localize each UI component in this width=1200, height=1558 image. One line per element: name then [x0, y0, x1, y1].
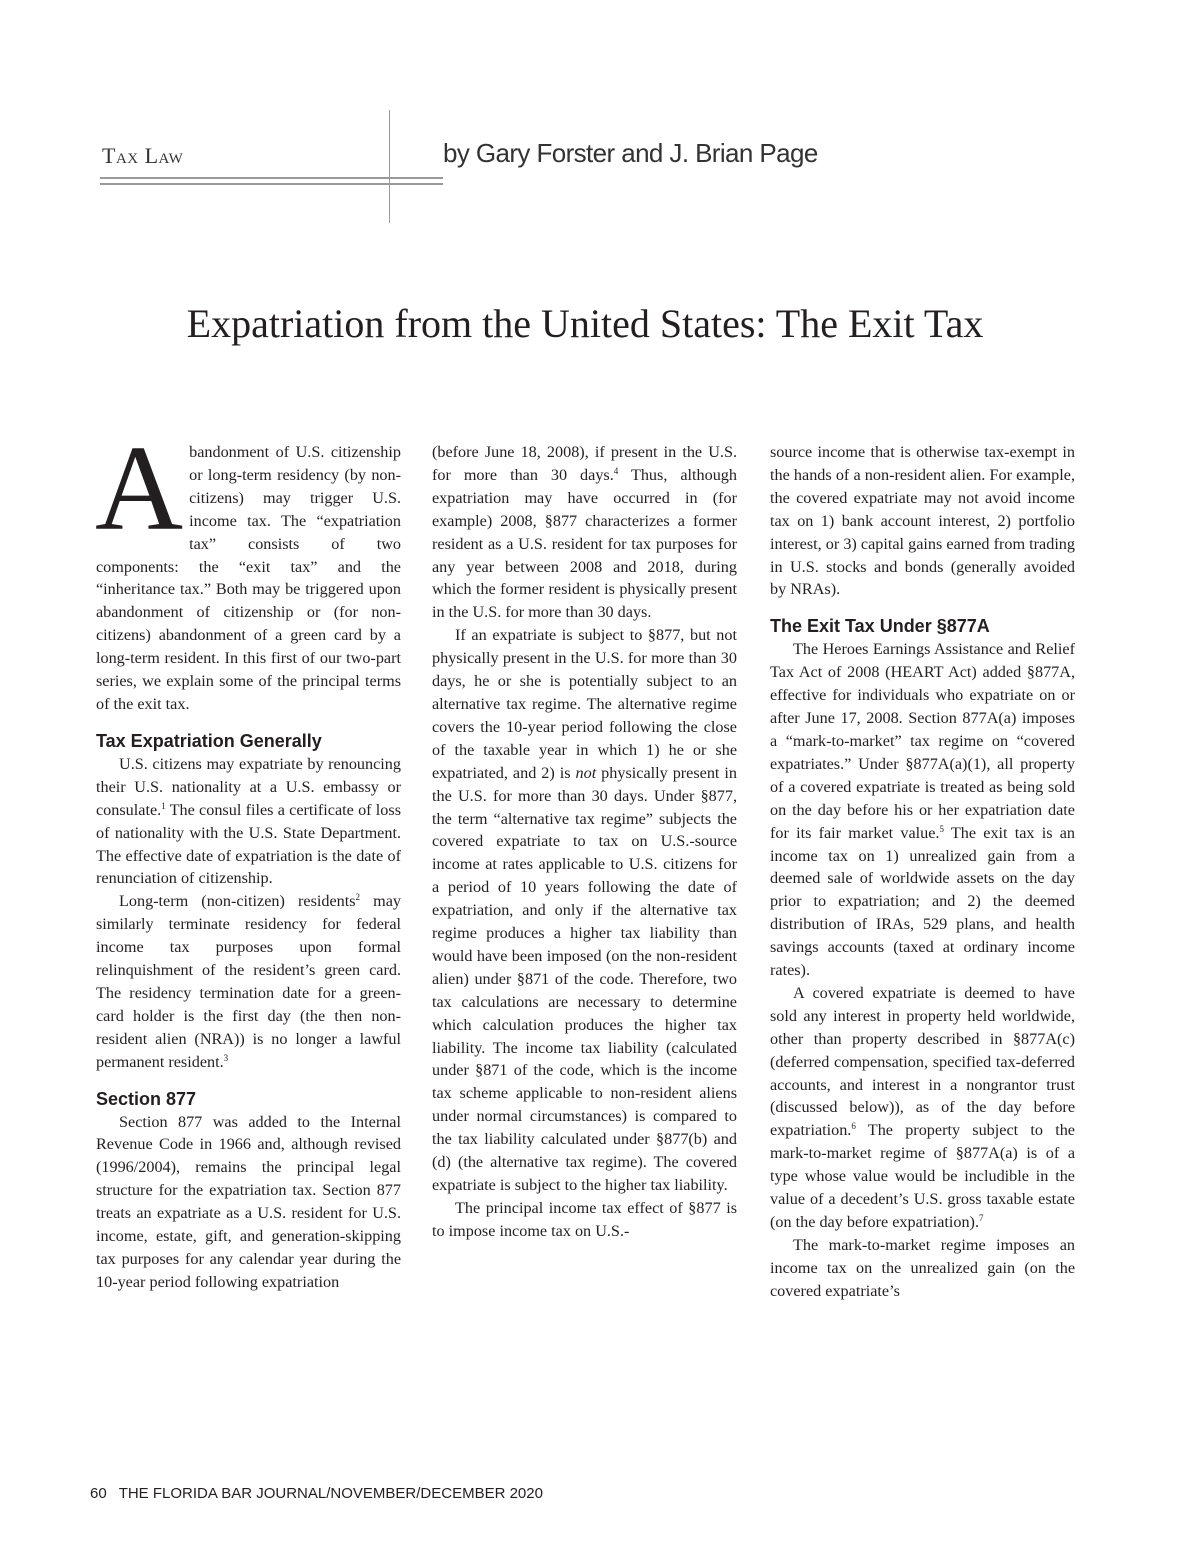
text: A covered expatriate is deemed to have sold any interest in property held worldwide, other than property described in §877A(c) (deferred compensation, specified tax-deferred accounts, and interest in a nongrantor trust (discussed below)), as of the day before expatriation. — [770, 983, 1075, 1140]
footnote-ref[interactable]: 2 — [355, 892, 361, 903]
footnote-ref[interactable]: 6 — [851, 1121, 856, 1132]
article-title: Expatriation from the United States: The Exit Tax — [186, 301, 984, 346]
text: physically present in the U.S. for more than 30 days. Under §877, the term “alternative tax regime” subjects the covered expatriate to tax on U.S.-source income at rates applicable to U.S. citizens for a period of 10 years following the date of expatriation, and only if the alternative tax regime produces a higher tax liability than would have been imposed (on the non-resident alien) under §871 of the code. Therefore, two tax calculations are necessary to determine which calculation produces the higher tax liability. The income tax liability (calculated under §871 of the code, which is the income tax scheme applicable to non-resident aliens under normal circumstances) is compared to the tax liability calculated under §877(b) and (d) (the alternative tax regime). The covered expatriate is subject to the higher tax liability. — [432, 763, 738, 1194]
text: may similarly terminate residency for federal income tax purposes upon formal relinquishment of the resident’s green card. The residency termination date for a green-card holder is the first day (the then non-resident alien (NRA)) is no longer a lawful permanent resident. — [96, 892, 402, 1071]
paragraph — [96, 890, 401, 1073]
footnote-ref[interactable]: 4 — [613, 465, 619, 476]
intro-text: bandonment of U.S. citizenship or long-term residency (by non-citizens) may trigger U.S. income tax. The “expatriation tax” consists of two components: the “exit tax” and the “inheritance tax.” Both may be triggered upon abandonment of citizenship or (for non-citizens) abandonment of a green card by a long-term resident. In this first of our two-part series, we explain some of the principal terms of the exit tax. — [96, 443, 401, 713]
footnote-ref[interactable]: 7 — [979, 1213, 984, 1223]
paragraph: source income that is otherwise tax-exempt in the hands of a non-resident alien. For example, the covered expatriate may not avoid income tax on 1) bank account interest, 2) portfolio interest, or 3) capital gains earned from trading in U.S. stocks and bonds (generally avoided by NRAs). — [770, 443, 1075, 599]
journal-name: THE FLORIDA BAR JOURNAL/NOVEMBER/DECEMBER 2020 — [118, 1485, 543, 1502]
paragraph: The principal income tax effect of §877 is to impose income tax on U.S.- — [432, 1198, 737, 1240]
header-rule-bottom — [100, 183, 443, 185]
header-rule-top — [100, 177, 443, 179]
text: Thus, although expatriation may have occurred in (for example) 2008, §877 characterizes a former resident as a U.S. resident for tax purposes for any year between 2008 and 2018, during which the former resident is physically present in the U.S. for more than 30 days. — [432, 465, 737, 622]
paragraph — [432, 624, 737, 1197]
drop-cap: A — [95, 421, 184, 556]
text: If an expatriate is subject to §877, but not physically present in the U.S. for more than 30 days, he or she is potentially subject to an alternative tax regime. The alternative regime covers the 10-year period following the close of the taxable year in which 1) he or she expatriated, and 2) is — [432, 626, 737, 782]
column-1 — [95, 421, 402, 1294]
emphasis: not — [575, 763, 597, 782]
paragraph — [96, 753, 401, 890]
heading-section-877: Section 877 — [96, 1088, 197, 1109]
heading-exit-tax-877a: The Exit Tax Under §877A — [770, 616, 990, 637]
byline: by Gary Forster and J. Brian Page — [443, 138, 818, 168]
footnote-ref[interactable]: 3 — [223, 1052, 229, 1063]
footnote-ref[interactable]: 1 — [161, 800, 166, 811]
paragraph — [770, 638, 1075, 982]
paragraph — [770, 982, 1075, 1234]
text: The Heroes Earnings Assistance and Relief Tax Act of 2008 (HEART Act) added §877A, effective for individuals who expatriate on or after June 17, 2008. Section 877A(a) imposes a “mark-to-market” tax regime on “covered expatriates.” Under §877A(a)(1), all property of a covered expatriate is treated as being sold on the day before his or her expatriation date for its fair market value. — [770, 640, 1075, 842]
column-2 — [432, 441, 737, 1243]
footnote-ref[interactable]: 5 — [939, 823, 944, 834]
page-number: 60 — [90, 1485, 107, 1502]
page-footer — [90, 1485, 555, 1502]
text: The property subject to the mark-to-market regime of §877A(a) is of a type whose value would be includible in the value of a decedent’s U.S. gross taxable estate (on the day before expatriation). — [770, 1121, 1075, 1231]
heading-tax-expatriation: Tax Expatriation Generally — [96, 730, 322, 751]
column-3 — [770, 441, 1075, 1303]
intro-paragraph — [95, 421, 401, 716]
text: (before June 18, 2008), if present in the U.S. for more than 30 days. — [432, 443, 737, 484]
text: Long-term (non-citizen) residents — [119, 892, 356, 911]
header-vertical-rule — [389, 110, 390, 223]
paragraph — [432, 441, 737, 624]
paragraph: The mark-to-market regime imposes an income tax on the unrealized gain (on the covered expatriate’s — [770, 1235, 1075, 1300]
text: The exit tax is an income tax on 1) unrealized gain from a deemed sale of worldwide assets on the day prior to expatriation; and 2) the deemed distribution of IRAs, 529 plans, and health savings accounts (taxed at ordinary income rates). — [770, 823, 1075, 980]
paragraph: Section 877 was added to the Internal Revenue Code in 1966 and, although revised (1996/2004), remains the principal legal structure for the expatriation tax. Section 877 treats an expatriate as a U.S. resident for U.S. income, estate, gift, and generation-skipping tax purposes for any calendar year during the 10-year period following expatriation — [96, 1112, 401, 1291]
text: The consul files a certificate of loss of nationality with the U.S. State Department. The effective date of expatriation is the date of renunciation of citizenship. — [96, 800, 401, 888]
text: U.S. citizens may expatriate by renouncing their U.S. nationality at a U.S. embassy or consulate. — [96, 754, 401, 819]
section-label: Tax Law — [102, 143, 184, 168]
